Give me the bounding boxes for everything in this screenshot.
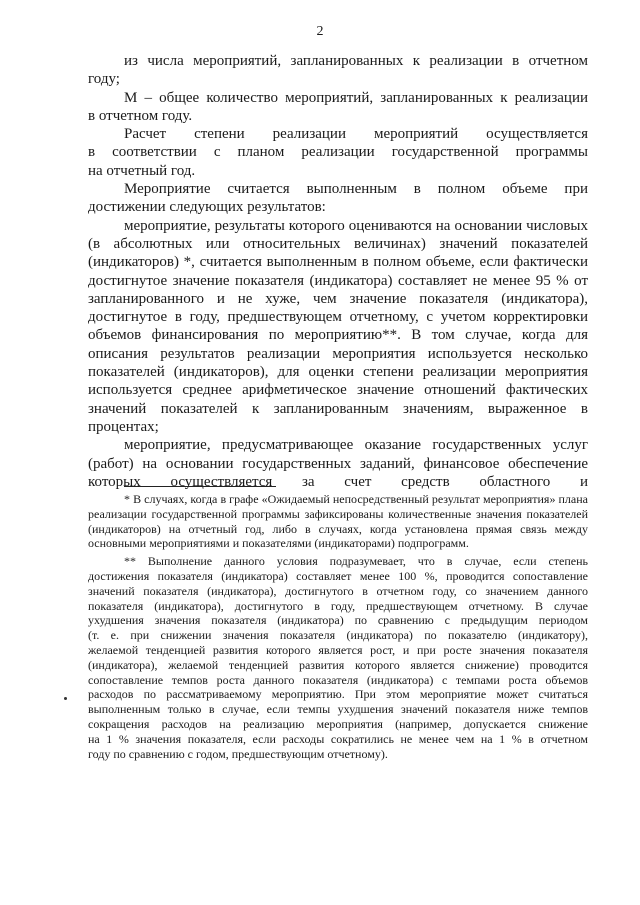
page-number: 2 (316, 24, 324, 39)
footnote-1: * В случаях, когда в графе «Ожидаемый непосредственный результат мероприятия» плана реализации государственной программы зафиксированы количественные значения показателей (индикаторов) на отчетный год, либо в случаях, когда установлена прямая связь между основными мероприятиями и показателями (индикаторами) подпрограмм. (88, 492, 588, 551)
paragraph-indicators: мероприятие, результаты которого оцениваются на основании числовых (в абсолютных или относительных величинах) значений показателей (индикаторов) *, считается выполненным в полном объеме, если фактически достигнутое значение показателя (индикатора) составляет не менее 95 % от запланированного и не хуже, чем значение показателя (индикатора), достигнутое в году, предшествующем отчетному, с учетом корректировки объемов финансирования по мероприятию**. В том случае, когда для описания результатов реализации мероприятия используется несколько показателей (индикаторов), для оценки степени реализации мероприятия используется среднее арифметическое значение отношений фактических значений показателей к запланированным значениям, выраженное в процентах; (88, 217, 588, 435)
footnote-2-line: достижения показателя (индикатора) составляет менее 100 %, проводится сопоставление (88, 568, 588, 583)
footnote-2 (88, 554, 588, 761)
footnote-2-line: показателя (индикатора), достигнутого в году, предшествующем отчетному. В случае (88, 598, 588, 613)
footnote-2-line: сопоставление темпов роста данного показателя (индикатора) с темпами роста объемов (88, 672, 588, 687)
footnote-2-line: ухудшения значения показателя (индикатора) по сравнению с предыдущим периодом (88, 613, 588, 628)
footnote-separator (124, 486, 276, 487)
body-line-2: году; (88, 71, 120, 88)
footnotes (88, 492, 588, 761)
footnote-2-line: (индикатора), желаемой тенденцией развития которого является снижение) проводится (88, 657, 588, 672)
body-line-9: достижении следующих результатов: (88, 199, 326, 216)
margin-dot (64, 697, 67, 700)
body-line-5: Расчет степени реализации мероприятий осуществляется (124, 126, 588, 143)
body-line-8: Мероприятие считается выполненным в полном объеме при (124, 181, 588, 198)
footnote-2-line: выполненным только в случае, если темпы ухудшения значений показателя ниже темпов (88, 702, 588, 717)
document-body (88, 52, 588, 491)
body-line-7: на отчетный год. (88, 162, 196, 179)
footnote-2-line: на 1 % значения показателя, если расходы сократились не менее чем на 1 % в отчетном (88, 731, 588, 746)
footnote-2-line: сокращения расходов на реализацию мероприятия (например, допускается снижение (88, 716, 588, 731)
footnote-2-line: (т. е. при снижении значения показателя (индикатора) по показателю (индикатору), (88, 628, 588, 643)
footnote-2-line: расходов по рассматриваемому мероприятию. При этом мероприятие может считаться (88, 687, 588, 702)
body-line-3: М – общее количество мероприятий, запланированных к реализации (124, 89, 588, 106)
body-line-1: из числа мероприятий, запланированных к реализации в отчетном (124, 53, 588, 69)
footnote-2-line: ** Выполнение данного условия подразумевает, что в случае, если степень (124, 554, 588, 569)
body-line-4: в отчетном году. (88, 107, 193, 124)
footnote-2-line: значений показателя (индикатора), достигнутого в отчетном году, со значением данного (88, 583, 588, 598)
footnote-2-line: желаемой тенденцией развития которого является рост, и при росте значения показателя (88, 642, 588, 657)
paragraph-services: мероприятие, предусматривающее оказание государственных услуг (работ) на основании государственных заданий, финансовое обеспечение которых осуществляется за счет средств областного и (88, 437, 588, 490)
footnote-2-line: году по сравнению с годом, предшествующим отчетному). (88, 746, 388, 761)
body-line-6: в соответствии с планом реализации государственной программы (88, 144, 588, 161)
